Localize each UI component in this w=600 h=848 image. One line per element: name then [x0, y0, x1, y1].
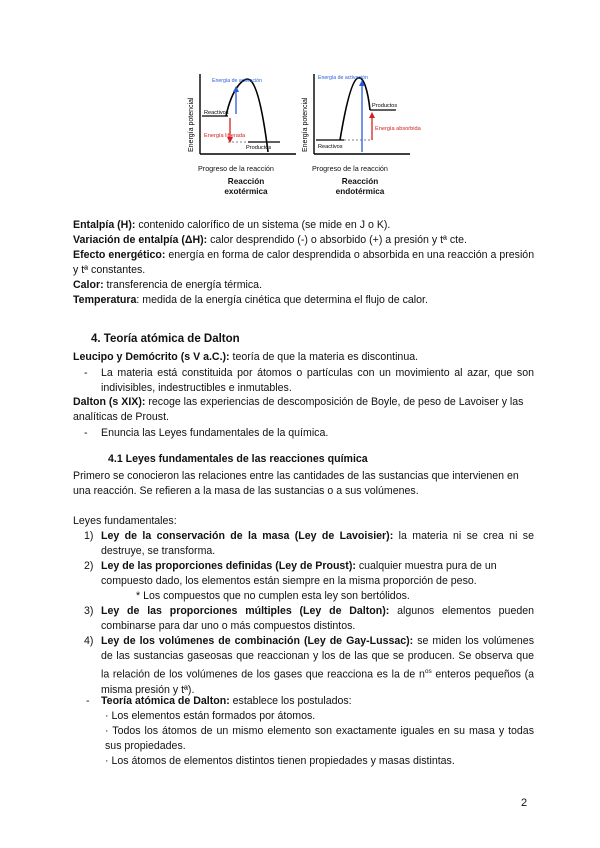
exothermic-energy-chart	[186, 70, 298, 162]
dalton-text: recoge las experiencias de descomposición de Boyle, de peso de Lavoiser y las analíticas de Proust.	[73, 396, 524, 424]
page-number: 2	[521, 797, 528, 809]
leucipo-bullet: La materia está constituida por átomos o partículas con un movimiento al azar, que son indivisibles, indestructibles e inmutables.	[101, 367, 534, 395]
endo-reaction-curve	[340, 78, 370, 140]
endo-ylabel: Energía potencial	[302, 97, 309, 152]
definition-term: Variación de entalpía (ΔH):	[73, 234, 208, 247]
leucipo-text: teoría de que la materia es discontinua.	[229, 351, 419, 363]
law-4-number: 4)	[84, 635, 94, 647]
leucipo-term: Leucipo y Demócrito (s V a.C.):	[73, 351, 230, 363]
endo-reactants-label: Reactivos	[318, 144, 343, 150]
law-2-term: Ley de las proporciones definidas (Ley de Proust):	[101, 560, 356, 572]
law-1-term: Ley de la conservación de la masa (Ley de Lavoisier):	[101, 530, 394, 542]
definition-text: contenido calorífico de un sistema (se mide en J o K).	[135, 219, 391, 231]
endo-caption-line1: Reacción	[341, 177, 379, 186]
definition-text: transferencia de energía térmica.	[103, 279, 263, 292]
definition-enthalpy-change	[73, 233, 535, 248]
definition-enthalpy	[73, 218, 535, 233]
exothermic-diagram	[186, 70, 298, 196]
section-4-1-heading: 4.1 Leyes fundamentales de las reacciones química	[108, 453, 368, 465]
exo-reactants-label: Reactivos	[204, 110, 229, 116]
definition-term: Efecto energético:	[73, 249, 166, 262]
postulate-1: · Los elementos están formados por átomos.	[105, 710, 316, 722]
law-4	[101, 634, 534, 698]
dalton-theory-term: Teoría atómica de Dalton:	[101, 695, 230, 707]
dalton-theory-text: establece los postulados:	[229, 695, 352, 707]
exo-energy-label: Energía liberada	[204, 133, 246, 139]
definition-term: Entalpía (H):	[73, 219, 136, 231]
endo-xlabel: Progreso de la reacción	[312, 164, 388, 173]
endo-caption-line2: endotérmica	[335, 187, 385, 196]
law-3-number: 3)	[84, 605, 94, 617]
exo-caption-line2: exotérmica	[224, 187, 268, 196]
exo-products-label: Productos	[246, 145, 272, 151]
definition-text: energía en forma de calor desprendida o absorbida en una reacción a presión y tª constantes.	[73, 249, 535, 277]
definitions-block	[73, 218, 535, 309]
bullet-dash: -	[86, 695, 90, 707]
endo-energy-label: Energía absorbida	[375, 126, 421, 132]
leucipo-paragraph	[73, 350, 533, 365]
definition-temperature	[73, 293, 535, 308]
bullet-dash: -	[84, 367, 88, 379]
law-1-number: 1)	[84, 530, 94, 542]
law-4-superscript: os	[424, 668, 432, 676]
definition-text: calor desprendido (-) o absorbido (+) a presión y tª cte.	[207, 234, 467, 247]
exo-reaction-curve	[226, 79, 268, 152]
dalton-paragraph	[73, 395, 535, 425]
exo-caption	[200, 177, 292, 197]
law-4-text-1: se miden los volúmenes de las sustancias gaseosas que reaccionan y los de las que se producen. Se observa que la relación de los volúmenes de los gases que reacciona es la de n	[101, 635, 534, 681]
law-4-text-2: enteros pequeños (a misma presión y tª).	[101, 668, 535, 696]
definition-term: Temperatura	[73, 294, 137, 307]
section-4-heading: 4. Teoría atómica de Dalton	[91, 333, 240, 345]
law-2-text: cualquier muestra pura de un compuesto dado, los elementos están siempre en la misma proporción de peso.	[101, 560, 497, 588]
exo-activation-label: Energía de activación	[212, 78, 262, 84]
bullet-dash: -	[84, 427, 88, 439]
law-3-term: Ley de las proporciones múltiples (Ley de Dalton):	[101, 605, 390, 617]
exo-xlabel: Progreso de la reacción	[198, 164, 274, 173]
definition-text: : medida de la energía cinética que determina el flujo de calor.	[136, 294, 428, 307]
law-3-text: algunos elementos pueden combinarse para dar uno o más compuestos distintos.	[101, 605, 535, 633]
definition-energy-effect	[73, 248, 535, 278]
law-2	[101, 559, 534, 589]
law-1	[101, 529, 534, 559]
definition-heat	[73, 278, 535, 293]
law-2-number: 2)	[84, 560, 94, 572]
definition-term: Calor:	[73, 279, 104, 292]
dalton-theory	[101, 694, 534, 709]
law-1-text: la materia ni se crea ni se destruye, se transforma.	[101, 530, 534, 558]
law-4-term: Ley de los volúmenes de combinación (Ley de Gay-Lussac):	[101, 635, 414, 647]
exo-ylabel: Energía potencial	[188, 97, 195, 152]
law-2-note: * Los compuestos que no cumplen esta ley son bertólidos.	[136, 590, 410, 602]
exo-caption-line1: Reacción	[227, 177, 265, 186]
postulate-3: · Los átomos de elementos distintos tienen propiedades y masas distintas.	[105, 755, 455, 767]
dalton-bullet: Enuncia las Leyes fundamentales de la química.	[101, 427, 329, 439]
endo-caption	[314, 177, 406, 197]
laws-title: Leyes fundamentales:	[73, 515, 177, 527]
section-4-1-intro: Primero se conocieron las relaciones entre las cantidades de las sustancias que intervienen en una reacción. Se refieren a la masa de las sustancias o a sus volúmenes.	[73, 470, 519, 498]
endothermic-diagram	[300, 70, 421, 196]
law-3	[101, 604, 534, 634]
endo-products-label: Productos	[372, 103, 398, 109]
endothermic-energy-chart	[300, 70, 421, 162]
postulate-2: · Todos los átomos de un mismo elemento son exactamente iguales en su masa y todas sus propiedades.	[105, 725, 534, 753]
endo-energy-arrowhead	[369, 112, 375, 118]
endo-activation-label: Energía de activación	[318, 75, 368, 81]
dalton-term: Dalton (s XIX):	[73, 396, 146, 408]
